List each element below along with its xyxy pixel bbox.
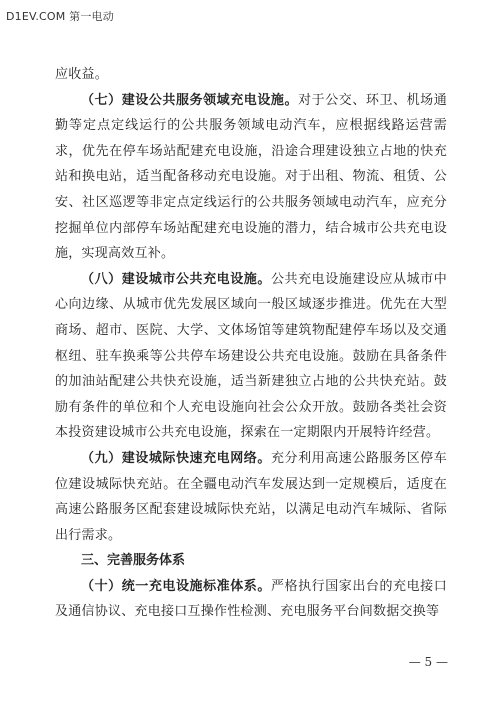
paragraph-text: 应收益。 <box>55 67 109 82</box>
paragraph-continuation <box>55 62 447 88</box>
document-body <box>55 62 447 625</box>
paragraph-text: 公共充电设施建设应从城市中心向边缘、从城市优先发展区域向一般区域逐步推进。优先在大型商场、超市、医院、大学、文体场馆等建筑物配建停车场以及交通枢纽、驻车换乘等公共停车场建设公共充电设施。鼓励在具备条件的加油站配建公共快充设施，适当新建独立占地的公共快充站。鼓励有条件的单位和个人充电设施向社会公众开放。鼓励各类社会资本投资建设城市公共充电设施，探索在一定期限内开展特许经营。 <box>55 271 447 441</box>
paragraph-text: 对于公交、环卫、机场通勤等定点定线运行的公共服务领域电动汽车，应根据线路运营需求，优先在停车场站配建充电设施，沿途合理建设独立占地的快充站和换电站，适当配备移动充电设施。对于出租、物流、租赁、公安、社区巡逻等非定点定线运行的公共服务领域电动汽车，应充分挖掘单位内部停车场站配建充电设施的潜力，结合城市公共充电设施，实现高效互补。 <box>55 92 447 262</box>
paragraph-city-public-charging <box>55 267 447 446</box>
paragraph-lead: （九）建设城际快速充电网络。 <box>81 450 271 466</box>
paragraph-public-service-charging <box>55 88 447 267</box>
paragraph-text: 充分利用高速公路服务区停车位建设城际快充站。在全疆电动汽车发展达到一定规模后，适度在高速公路服务区配套建设城际快充站，以满足电动汽车城际、省际出行需求。 <box>55 450 447 543</box>
paragraph-lead: （十）统一充电设施标准体系。 <box>81 578 271 594</box>
paragraph-standards <box>55 574 447 625</box>
paragraph-intercity-fast-charging <box>55 446 447 548</box>
site-watermark: D1EV.COM 第一电动 <box>6 10 114 23</box>
section-heading: 三、完善服务体系 <box>81 553 186 569</box>
paragraph-lead: （八）建设城市公共充电设施。 <box>81 271 271 287</box>
page-number: — 5 — <box>408 655 448 669</box>
paragraph-lead: （七）建设公共服务领域充电设施。 <box>81 92 299 108</box>
paragraph-text: 严格执行国家出台的充电接口及通信协议、充电接口互操作性检测、充电服务平台间数据交换等 <box>55 578 447 620</box>
